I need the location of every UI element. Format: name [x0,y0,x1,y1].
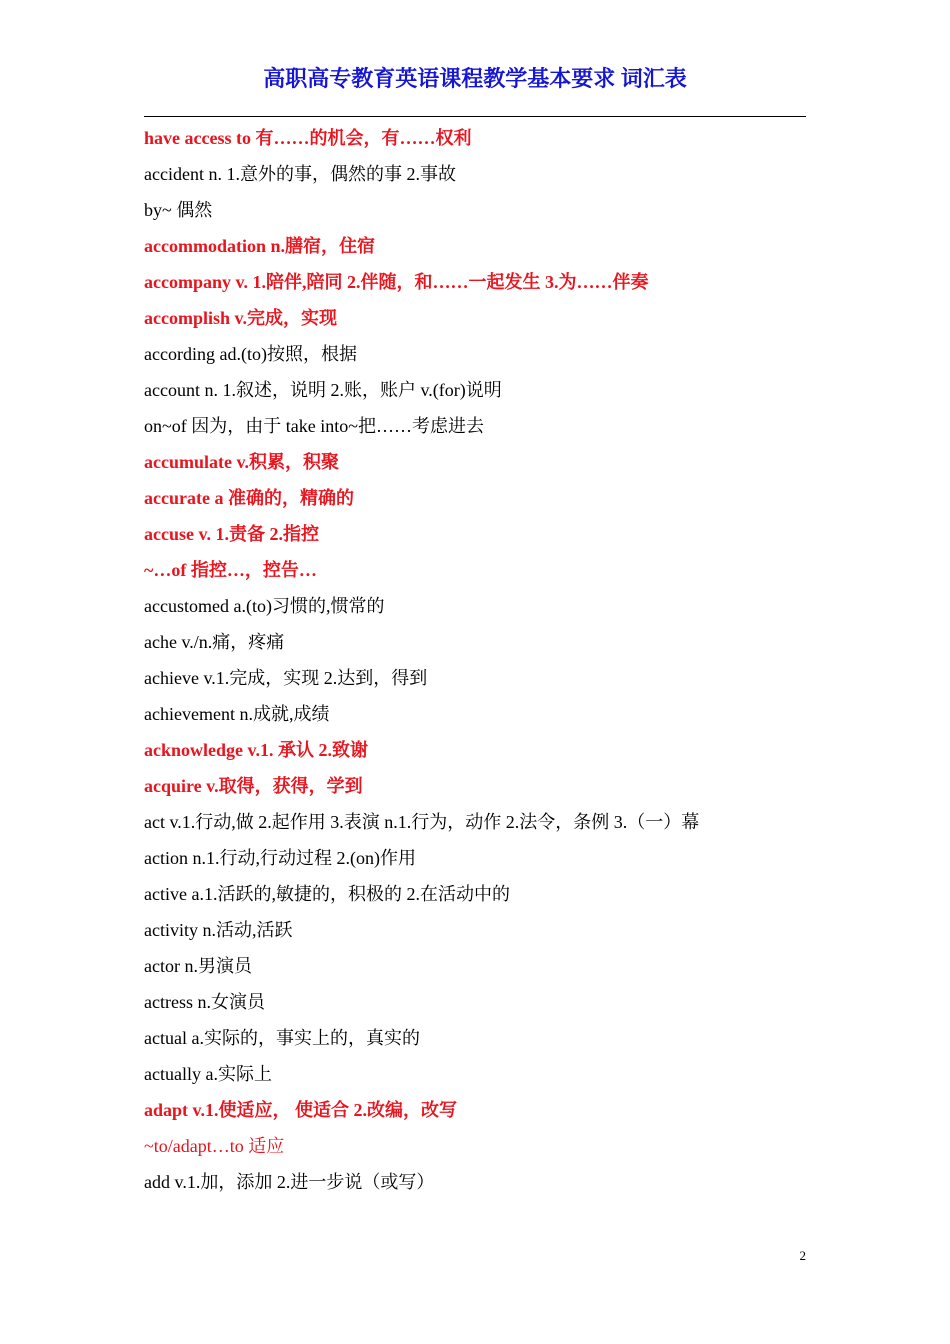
vocabulary-entry: accumulate v.积累，积聚 [144,452,339,472]
vocabulary-entry: on~of 因为，由于 take into~把……考虑进去 [144,416,484,436]
vocabulary-entry: adapt v.1.使适应， 使适合 2.改编，改写 [144,1100,458,1120]
vocabulary-entry: ache v./n.痛，疼痛 [144,632,285,652]
vocabulary-entry: according ad.(to)按照，根据 [144,344,357,364]
vocabulary-entry: act v.1.行动,做 2.起作用 3.表演 n.1.行为，动作 2.法令，条例 3.（一）幕 [144,812,700,832]
vocabulary-entry: accompany v. 1.陪伴,陪同 2.伴随，和……一起发生 3.为……伴奏 [144,272,649,292]
vocabulary-entry: achieve v.1.完成，实现 2.达到，得到 [144,668,428,688]
vocabulary-entry: accommodation n.膳宿，住宿 [144,236,375,256]
vocabulary-entry: acknowledge v.1. 承认 2.致谢 [144,740,369,760]
vocabulary-entry: have access to 有……的机会，有……权利 [144,128,472,148]
vocabulary-entry: add v.1.加，添加 2.进一步说（或写） [144,1172,435,1192]
vocabulary-entry: accuse v. 1.责备 2.指控 [144,524,319,544]
vocabulary-entry: achievement n.成就,成绩 [144,704,330,724]
vocabulary-list [144,120,806,1200]
header-divider [144,116,806,117]
vocabulary-entry: ~…of 指控…，控告… [144,560,317,580]
vocabulary-entry: accident n. 1.意外的事，偶然的事 2.事故 [144,164,456,184]
vocabulary-entry: accurate a 准确的，精确的 [144,488,354,508]
vocabulary-entry: ~to/adapt…to 适应 [144,1136,285,1156]
vocabulary-entry: actress n.女演员 [144,992,265,1012]
vocabulary-entry: accomplish v.完成，实现 [144,308,338,328]
vocabulary-entry: by~ 偶然 [144,200,213,220]
page-number: 2 [799,1248,806,1263]
vocabulary-entry: actually a.实际上 [144,1064,272,1084]
vocabulary-entry: actor n.男演员 [144,956,252,976]
vocabulary-entry: account n. 1.叙述，说明 2.账，账户 v.(for)说明 [144,380,502,400]
vocabulary-entry: actual a.实际的，事实上的，真实的 [144,1028,420,1048]
vocabulary-entry: action n.1.行动,行动过程 2.(on)作用 [144,848,416,868]
vocabulary-entry: activity n.活动,活跃 [144,920,293,940]
vocabulary-entry: accustomed a.(to)习惯的,惯常的 [144,596,385,616]
vocabulary-entry: active a.1.活跃的,敏捷的，积极的 2.在活动中的 [144,884,510,904]
vocabulary-entry: acquire v.取得，获得，学到 [144,776,363,796]
page-title: 高职高专教育英语课程教学基本要求 词汇表 [263,66,687,91]
